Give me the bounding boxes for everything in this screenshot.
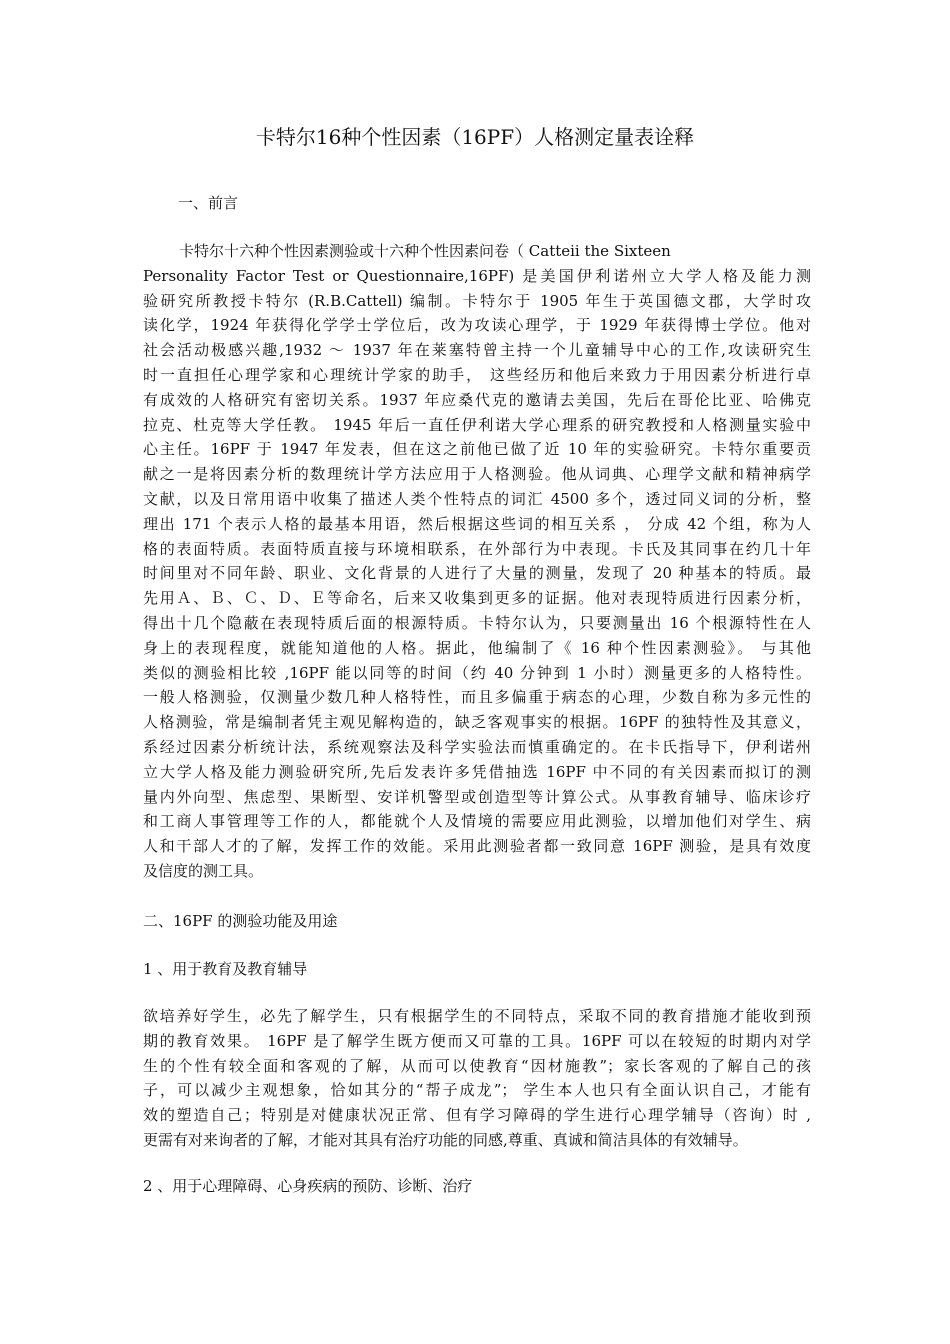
education-paragraph [143,1004,811,1153]
paragraph-line: 人格测验，常是编制者凭主观见解构造的，缺乏客观事实的根据。16PF 的独特性及其意义， [143,713,811,732]
paragraph-line: 量内外向型、焦虑型、果断型、安详机警型或创造型等计算公式。从事教育辅导、临床诊疗 [143,787,811,806]
paragraph-line: 人和干部人才的了解，发挥工作的效能。采用此测验者都一致同意 16PF 测验，是具有效度 [143,837,811,856]
paragraph-line: 文献，以及日常用语中收集了描述人类个性特点的词汇 4500 多个，透过同义词的分析，整 [143,489,811,508]
paragraph-line: 得出十几个隐蔽在表现特质后面的根源特质。卡特尔认为，只要测量出 16 个根源特性在人 [143,613,811,632]
paragraph-line: 一般人格测验，仅测量少数几种人格特性，而且多偏重于病态的心理，少数自称为多元性的 [143,688,811,707]
paragraph-line: 身上的表现程度，就能知道他的人格。据此，他编制了《 16 种个性因素测验》。 与其他 [143,638,811,657]
paragraph-line: 子，可以减少主观想象，恰如其分的“帮子成龙”； 学生本人也只有全面认识自己，才能有 [143,1081,811,1100]
paragraph-line: 类似的测验相比较 ,16PF 能以同等的时间（约 40 分钟到 1 小时）测量更多的人格特性。 [143,663,811,682]
paragraph-line: 献之一是将因素分析的数理统计学方法应用于人格测验。他从词典、心理学文献和精神病学 [143,465,811,484]
subsection-heading-education: 1 、用于教育及教育辅导 [143,960,308,978]
paragraph-line: 格的表面特质。表面特质直接与环境相联系，在外部行为中表现。卡氏及其同事在约几十年 [143,539,811,558]
paragraph-line: 立大学人格及能力测验研究所,先后发表许多凭借抽选 16PF 中不同的有关因素而拟订的测 [143,762,811,781]
paragraph-line: 卡特尔十六种个性因素测验或十六种个性因素问卷（ Catteii the Sixteen [179,242,671,260]
paragraph-line: 拉克、杜克等大学任教。 1945 年后一直任伊利诺大学心理系的研究教授和人格测量实验中 [143,415,811,434]
paragraph-line: 有成效的人格研究有密切关系。1937 年应桑代克的邀请去美国，先后在哥伦比亚、哈佛克 [143,390,811,409]
paragraph-line: 理出 171 个表示人格的最基本用语，然后根据这些词的相互关系 ， 分成 42 个组，称为人 [143,514,811,533]
paragraph-line: 先用Ａ、Ｂ、Ｃ、Ｄ、Ｅ等命名，后来又收集到更多的证据。他对表现特质进行因素分析， [143,589,811,608]
document-title: 卡特尔16种个性因素（16PF）人格测定量表诠释 [255,125,695,149]
paragraph-line: 社会活动极感兴趣,1932 ～ 1937 年在莱塞特曾主持一个儿童辅导中心的工作,攻读研究生 [143,341,811,360]
subsection-heading-psychological: 2 、用于心理障碍、心身疾病的预防、诊断、治疗 [143,1177,473,1195]
preface-paragraph [143,239,811,884]
paragraph-line: 及信度的测工具。 [143,861,264,880]
section-heading-preface: 一、前言 [178,194,239,212]
paragraph-line: 时间里对不同年龄、职业、文化背景的人进行了大量的测量，发现了 20 种基本的特质。最 [143,564,811,583]
paragraph-line: 生的个性有较全面和客观的了解，从而可以使教育“因材施教”；家长客观的了解自己的孩 [143,1056,811,1075]
paragraph-line: Personality Factor Test or Questionnaire,16PF) 是美国伊利诺州立大学人格及能力测 [143,266,811,285]
section-heading-functions: 二、16PF 的测验功能及用途 [143,912,338,930]
paragraph-line: 更需有对来询者的了解，才能对其具有治疗功能的同感,尊重、真诚和简洁具体的有效辅导。 [143,1130,748,1149]
paragraph-line: 时一直担任心理学家和心理统计学家的助手， 这些经历和他后来致力于用因素分析进行卓 [143,365,811,384]
paragraph-line: 验研究所教授卡特尔 (R.B.Cattell) 编制。卡特尔于 1905 年生于英国德文郡，大学时攻 [143,291,811,310]
paragraph-line: 系经过因素分析统计法，系统观察法及科学实验法而慎重确定的。在卡氏指导下，伊利诺州 [143,737,811,756]
paragraph-line: 欲培养好学生，必先了解学生，只有根据学生的不同特点，采取不同的教育措施才能收到预 [143,1007,811,1025]
paragraph-line: 期的教育效果。 16PF 是了解学生既方便而又可靠的工具。16PF 可以在较短的时期内对学 [143,1031,811,1050]
paragraph-line: 效的塑造自己；特别是对健康状况正常、但有学习障碍的学生进行心理学辅导（咨询）时 , [143,1106,811,1125]
paragraph-line: 读化学，1924 年获得化学学士学位后，改为攻读心理学，于 1929 年获得博士学位。他对 [143,316,811,335]
paragraph-line: 心主任。16PF 于 1947 年发表，但在这之前他已做了近 10 年的实验研究。卡特尔重要贡 [143,440,811,459]
paragraph-line: 和工商人事管理等工作的人，都能就个人及情境的需要应用此测验，以增加他们对学生、病 [143,812,811,831]
